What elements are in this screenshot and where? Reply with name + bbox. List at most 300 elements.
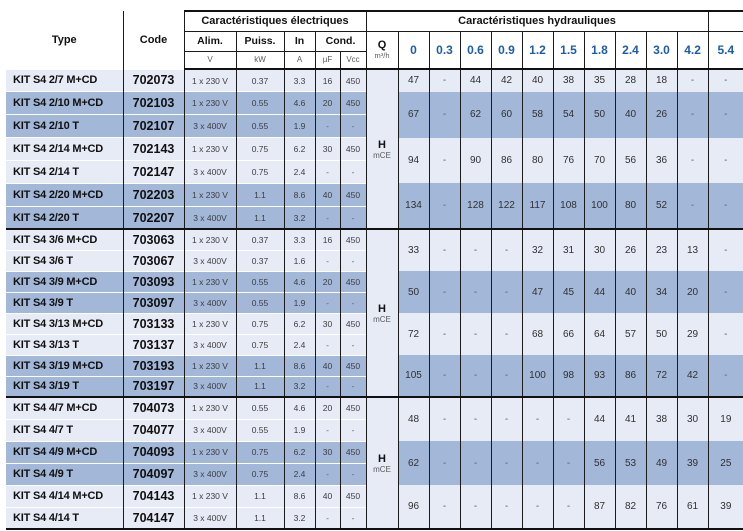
hydraulic-value-cell: 117 — [522, 183, 553, 229]
hydraulic-value-cell: 98 — [553, 355, 584, 397]
hydraulic-value-cell: 26 — [615, 229, 646, 271]
hydraulic-value-cell: 40 — [615, 271, 646, 313]
code-cell: 704147 — [123, 507, 184, 529]
puiss-cell: 0.75 — [236, 313, 284, 334]
hydraulic-value-cell: - — [677, 138, 708, 184]
h-label: H — [378, 452, 386, 465]
code-cell: 703067 — [123, 250, 184, 271]
alim-cell: 3 x 400V — [184, 161, 236, 184]
hydraulic-value-cell: 90 — [460, 138, 491, 184]
hydraulic-value-cell: - — [429, 485, 460, 529]
code-cell: 703063 — [123, 229, 184, 250]
vcc-cell: - — [340, 507, 366, 529]
hydraulic-value-cell: 96 — [398, 485, 429, 529]
h-unit: mCE — [373, 314, 391, 324]
type-cell: KIT S4 3/6 T — [6, 250, 123, 271]
in-cell: 1.9 — [284, 292, 315, 313]
alim-cell: 1 x 230 V — [184, 229, 236, 250]
puiss-cell: 0.55 — [236, 419, 284, 441]
uf-cell: 40 — [315, 355, 340, 376]
in-cell: 6.2 — [284, 313, 315, 334]
hydraulic-value-cell: 40 — [615, 92, 646, 138]
in-cell: 2.4 — [284, 161, 315, 184]
hydraulic-value-cell: 68 — [522, 313, 553, 355]
cond-uf-unit: µF — [315, 51, 340, 69]
header-band-row — [6, 11, 743, 31]
in-cell: 3.2 — [284, 206, 315, 229]
alim-cell: 1 x 230 V — [184, 271, 236, 292]
alim-cell: 3 x 400V — [184, 292, 236, 313]
flow-header-0.9: 0.9 — [491, 31, 522, 69]
in-cell: 8.6 — [284, 485, 315, 507]
uf-cell: 20 — [315, 397, 340, 419]
vcc-cell: - — [340, 250, 366, 271]
type-cell: KIT S4 3/13 M+CD — [6, 313, 123, 334]
hydraulic-value-cell: - — [460, 355, 491, 397]
hydraulic-value-cell: 39 — [677, 441, 708, 485]
uf-cell: - — [315, 463, 340, 485]
hydraulic-value-cell: 38 — [646, 397, 677, 441]
hydraulic-value-cell: 47 — [398, 69, 429, 92]
type-column-header: Type — [6, 11, 123, 69]
hydraulic-value-cell: 58 — [522, 92, 553, 138]
type-cell: KIT S4 4/7 M+CD — [6, 397, 123, 419]
hydraulic-value-cell: 50 — [398, 271, 429, 313]
hydraulic-value-cell: - — [708, 271, 743, 313]
in-cell: 6.2 — [284, 138, 315, 161]
hydraulic-value-cell: 66 — [553, 313, 584, 355]
hydraulic-value-cell: - — [429, 397, 460, 441]
vcc-cell: 450 — [340, 355, 366, 376]
in-cell: 1.6 — [284, 250, 315, 271]
hydraulic-value-cell: - — [460, 271, 491, 313]
vcc-cell: - — [340, 376, 366, 397]
hydraulic-value-cell: 61 — [677, 485, 708, 529]
hydraulic-value-cell: 87 — [584, 485, 615, 529]
in-header: In — [284, 31, 315, 51]
vcc-cell: - — [340, 419, 366, 441]
puiss-header: Puiss. — [236, 31, 284, 51]
type-cell: KIT S4 4/7 T — [6, 419, 123, 441]
spec-table — [6, 10, 743, 530]
hydraulic-value-cell: 26 — [646, 92, 677, 138]
uf-cell: 30 — [315, 138, 340, 161]
header-empty-cell — [708, 11, 743, 31]
puiss-cell: 0.75 — [236, 138, 284, 161]
hydraulic-value-cell: - — [429, 69, 460, 92]
hydraulic-section-header: Caractéristiques hydrauliques — [366, 11, 708, 31]
type-cell: KIT S4 4/9 T — [6, 463, 123, 485]
hydraulic-value-cell: 29 — [677, 313, 708, 355]
hydraulic-value-cell: 100 — [584, 183, 615, 229]
vcc-cell: 450 — [340, 183, 366, 206]
hydraulic-value-cell: - — [553, 441, 584, 485]
vcc-cell: 450 — [340, 138, 366, 161]
h-unit: mCE — [373, 150, 391, 160]
hydraulic-value-cell: 70 — [584, 138, 615, 184]
code-cell: 702103 — [123, 92, 184, 115]
alim-cell: 1 x 230 V — [184, 138, 236, 161]
code-cell: 703093 — [123, 271, 184, 292]
alim-unit: V — [184, 51, 236, 69]
alim-cell: 3 x 400V — [184, 115, 236, 138]
hydraulic-value-cell: 31 — [553, 229, 584, 271]
vcc-cell: 450 — [340, 441, 366, 463]
puiss-cell: 1.1 — [236, 206, 284, 229]
hydraulic-value-cell: - — [460, 441, 491, 485]
uf-cell: - — [315, 292, 340, 313]
hydraulic-value-cell: - — [677, 183, 708, 229]
puiss-cell: 1.1 — [236, 485, 284, 507]
flow-header-0: 0 — [398, 31, 429, 69]
code-cell: 702143 — [123, 138, 184, 161]
vcc-cell: 450 — [340, 69, 366, 92]
code-cell: 702147 — [123, 161, 184, 184]
hydraulic-value-cell: 30 — [584, 229, 615, 271]
vcc-cell: 450 — [340, 92, 366, 115]
flow-header-1.2: 1.2 — [522, 31, 553, 69]
alim-cell: 1 x 230 V — [184, 441, 236, 463]
puiss-cell: 0.55 — [236, 397, 284, 419]
hydraulic-value-cell: - — [677, 69, 708, 92]
in-cell: 3.2 — [284, 507, 315, 529]
uf-cell: - — [315, 250, 340, 271]
puiss-cell: 0.55 — [236, 271, 284, 292]
hydraulic-value-cell: - — [708, 69, 743, 92]
hydraulic-value-cell: - — [491, 355, 522, 397]
puiss-cell: 1.1 — [236, 183, 284, 206]
type-cell: KIT S4 3/19 T — [6, 376, 123, 397]
code-cell: 702203 — [123, 183, 184, 206]
alim-cell: 3 x 400V — [184, 250, 236, 271]
alim-cell: 3 x 400V — [184, 419, 236, 441]
hydraulic-value-cell: - — [429, 355, 460, 397]
h-label: H — [378, 138, 386, 151]
type-cell: KIT S4 2/14 T — [6, 161, 123, 184]
hydraulic-value-cell: - — [553, 397, 584, 441]
alim-cell: 1 x 230 V — [184, 485, 236, 507]
hydraulic-value-cell: 93 — [584, 355, 615, 397]
code-cell: 702073 — [123, 69, 184, 92]
vcc-cell: - — [340, 292, 366, 313]
type-cell: KIT S4 4/14 M+CD — [6, 485, 123, 507]
hydraulic-value-cell: - — [708, 138, 743, 184]
in-cell: 8.6 — [284, 183, 315, 206]
hydraulic-value-cell: 20 — [677, 271, 708, 313]
uf-cell: 20 — [315, 271, 340, 292]
in-cell: 4.6 — [284, 92, 315, 115]
hydraulic-value-cell: 60 — [491, 92, 522, 138]
type-cell: KIT S4 3/9 T — [6, 292, 123, 313]
vcc-cell: 450 — [340, 397, 366, 419]
q-unit: m³/h — [374, 51, 390, 61]
uf-cell: - — [315, 206, 340, 229]
alim-cell: 3 x 400V — [184, 507, 236, 529]
hydraulic-value-cell: 25 — [708, 441, 743, 485]
puiss-cell: 0.75 — [236, 161, 284, 184]
puiss-unit: kW — [236, 51, 284, 69]
hydraulic-value-cell: 23 — [646, 229, 677, 271]
alim-cell: 3 x 400V — [184, 334, 236, 355]
flow-header-0.3: 0.3 — [429, 31, 460, 69]
hydraulic-value-cell: 40 — [522, 69, 553, 92]
code-cell: 704093 — [123, 441, 184, 463]
hydraulic-value-cell: - — [460, 397, 491, 441]
hydraulic-value-cell: 86 — [491, 138, 522, 184]
uf-cell: - — [315, 507, 340, 529]
hydraulic-value-cell: 82 — [615, 485, 646, 529]
hydraulic-value-cell: 72 — [398, 313, 429, 355]
alim-header: Alim. — [184, 31, 236, 51]
hydraulic-value-cell: - — [491, 271, 522, 313]
vcc-cell: - — [340, 463, 366, 485]
hydraulic-value-cell: - — [522, 397, 553, 441]
hydraulic-value-cell: - — [491, 313, 522, 355]
type-cell: KIT S4 3/9 M+CD — [6, 271, 123, 292]
hydraulic-value-cell: 44 — [584, 271, 615, 313]
table-row — [6, 69, 743, 92]
hydraulic-value-cell: 54 — [553, 92, 584, 138]
h-unit: mCE — [373, 464, 391, 474]
hydraulic-value-cell: 67 — [398, 92, 429, 138]
alim-cell: 1 x 230 V — [184, 92, 236, 115]
hydraulic-value-cell: 39 — [708, 485, 743, 529]
hydraulic-value-cell: - — [522, 485, 553, 529]
flow-header-0.6: 0.6 — [460, 31, 491, 69]
uf-cell: - — [315, 161, 340, 184]
table-row — [6, 229, 743, 250]
flow-header-1.5: 1.5 — [553, 31, 584, 69]
hydraulic-value-cell: - — [491, 229, 522, 271]
hydraulic-value-cell: 105 — [398, 355, 429, 397]
in-cell: 4.6 — [284, 397, 315, 419]
hydraulic-value-cell: - — [491, 441, 522, 485]
hydraulic-value-cell: 86 — [615, 355, 646, 397]
type-cell: KIT S4 2/10 M+CD — [6, 92, 123, 115]
code-cell: 704097 — [123, 463, 184, 485]
uf-cell: 40 — [315, 183, 340, 206]
in-cell: 3.3 — [284, 69, 315, 92]
uf-cell: 20 — [315, 92, 340, 115]
hydraulic-value-cell: - — [429, 271, 460, 313]
hydraulic-value-cell: - — [429, 138, 460, 184]
code-column-header: Code — [123, 11, 184, 69]
alim-cell: 1 x 230 V — [184, 69, 236, 92]
puiss-cell: 0.55 — [236, 92, 284, 115]
puiss-cell: 0.37 — [236, 229, 284, 250]
flow-rate-header — [366, 31, 398, 69]
in-cell: 4.6 — [284, 271, 315, 292]
hydraulic-value-cell: - — [429, 229, 460, 271]
vcc-cell: 450 — [340, 229, 366, 250]
type-cell: KIT S4 4/14 T — [6, 507, 123, 529]
hydraulic-value-cell: 128 — [460, 183, 491, 229]
code-cell: 704143 — [123, 485, 184, 507]
hydraulic-value-cell: 48 — [398, 397, 429, 441]
hydraulic-value-cell: 33 — [398, 229, 429, 271]
q-label: Q — [377, 39, 387, 52]
puiss-cell: 1.1 — [236, 355, 284, 376]
h-label-cell — [366, 69, 398, 229]
hydraulic-value-cell: 44 — [584, 397, 615, 441]
table-row — [6, 397, 743, 419]
hydraulic-value-cell: 30 — [677, 397, 708, 441]
alim-cell: 1 x 230 V — [184, 183, 236, 206]
alim-cell: 3 x 400V — [184, 463, 236, 485]
hydraulic-value-cell: 45 — [553, 271, 584, 313]
vcc-cell: 450 — [340, 271, 366, 292]
in-cell: 8.6 — [284, 355, 315, 376]
uf-cell: 40 — [315, 485, 340, 507]
code-cell: 704077 — [123, 419, 184, 441]
type-cell: KIT S4 2/20 T — [6, 206, 123, 229]
hydraulic-value-cell: 57 — [615, 313, 646, 355]
hydraulic-value-cell: - — [429, 313, 460, 355]
puiss-cell: 0.75 — [236, 334, 284, 355]
hydraulic-value-cell: 42 — [491, 69, 522, 92]
hydraulic-value-cell: - — [677, 92, 708, 138]
hydraulic-value-cell: 42 — [677, 355, 708, 397]
cond-vcc-unit: Vcc — [340, 51, 366, 69]
hydraulic-value-cell: - — [429, 441, 460, 485]
in-cell: 2.4 — [284, 334, 315, 355]
hydraulic-value-cell: - — [429, 183, 460, 229]
hydraulic-value-cell: 36 — [646, 138, 677, 184]
type-cell: KIT S4 3/13 T — [6, 334, 123, 355]
hydraulic-value-cell: 56 — [584, 441, 615, 485]
puiss-cell: 0.55 — [236, 292, 284, 313]
hydraulic-value-cell: 41 — [615, 397, 646, 441]
flow-header-4.2: 4.2 — [677, 31, 708, 69]
hydraulic-value-cell: 50 — [646, 313, 677, 355]
uf-cell: 30 — [315, 441, 340, 463]
hydraulic-value-cell: 35 — [584, 69, 615, 92]
puiss-cell: 0.37 — [236, 69, 284, 92]
hydraulic-value-cell: - — [491, 485, 522, 529]
type-cell: KIT S4 4/9 M+CD — [6, 441, 123, 463]
hydraulic-value-cell: 94 — [398, 138, 429, 184]
type-cell: KIT S4 2/10 T — [6, 115, 123, 138]
flow-header-3.0: 3.0 — [646, 31, 677, 69]
uf-cell: - — [315, 115, 340, 138]
hydraulic-value-cell: 34 — [646, 271, 677, 313]
vcc-cell: - — [340, 161, 366, 184]
hydraulic-value-cell: 64 — [584, 313, 615, 355]
hydraulic-value-cell: 19 — [708, 397, 743, 441]
hydraulic-value-cell: - — [708, 229, 743, 271]
hydraulic-value-cell: - — [491, 397, 522, 441]
hydraulic-value-cell: 62 — [460, 92, 491, 138]
in-cell: 2.4 — [284, 463, 315, 485]
type-cell: KIT S4 3/19 M+CD — [6, 355, 123, 376]
alim-cell: 3 x 400V — [184, 376, 236, 397]
alim-cell: 1 x 230 V — [184, 397, 236, 419]
h-label: H — [378, 302, 386, 315]
hydraulic-value-cell: 28 — [615, 69, 646, 92]
flow-header-5.4: 5.4 — [708, 31, 743, 69]
uf-cell: - — [315, 334, 340, 355]
hydraulic-value-cell: 80 — [615, 183, 646, 229]
hydraulic-value-cell: - — [522, 441, 553, 485]
uf-cell: - — [315, 376, 340, 397]
vcc-cell: 450 — [340, 485, 366, 507]
hydraulic-value-cell: 122 — [491, 183, 522, 229]
uf-cell: 16 — [315, 229, 340, 250]
hydraulic-value-cell: 13 — [677, 229, 708, 271]
hydraulic-value-cell: - — [708, 183, 743, 229]
alim-cell: 3 x 400V — [184, 206, 236, 229]
puiss-cell: 0.55 — [236, 115, 284, 138]
hydraulic-value-cell: - — [708, 313, 743, 355]
hydraulic-value-cell: 50 — [584, 92, 615, 138]
vcc-cell: - — [340, 206, 366, 229]
type-cell: KIT S4 2/14 M+CD — [6, 138, 123, 161]
puiss-cell: 1.1 — [236, 376, 284, 397]
in-cell: 3.2 — [284, 376, 315, 397]
in-cell: 1.9 — [284, 115, 315, 138]
h-label-cell — [366, 397, 398, 529]
h-label-cell — [366, 229, 398, 397]
hydraulic-value-cell: 18 — [646, 69, 677, 92]
type-cell: KIT S4 2/20 M+CD — [6, 183, 123, 206]
alim-cell: 1 x 230 V — [184, 313, 236, 334]
code-cell: 704073 — [123, 397, 184, 419]
code-cell: 703133 — [123, 313, 184, 334]
hydraulic-value-cell: 44 — [460, 69, 491, 92]
cond-header: Cond. — [315, 31, 366, 51]
uf-cell: 16 — [315, 69, 340, 92]
code-cell: 703137 — [123, 334, 184, 355]
code-cell: 703097 — [123, 292, 184, 313]
alim-cell: 1 x 230 V — [184, 355, 236, 376]
type-cell: KIT S4 3/6 M+CD — [6, 229, 123, 250]
hydraulic-value-cell: 76 — [553, 138, 584, 184]
hydraulic-value-cell: 108 — [553, 183, 584, 229]
in-cell: 3.3 — [284, 229, 315, 250]
hydraulic-value-cell: 134 — [398, 183, 429, 229]
hydraulic-value-cell: - — [429, 92, 460, 138]
type-cell: KIT S4 2/7 M+CD — [6, 69, 123, 92]
electrical-section-header: Caractéristiques électriques — [184, 11, 366, 31]
hydraulic-value-cell: 52 — [646, 183, 677, 229]
hydraulic-value-cell: - — [708, 355, 743, 397]
uf-cell: - — [315, 419, 340, 441]
code-cell: 703193 — [123, 355, 184, 376]
puiss-cell: 0.37 — [236, 250, 284, 271]
uf-cell: 30 — [315, 313, 340, 334]
puiss-cell: 0.75 — [236, 463, 284, 485]
code-cell: 703197 — [123, 376, 184, 397]
flow-header-1.8: 1.8 — [584, 31, 615, 69]
code-cell: 702207 — [123, 206, 184, 229]
vcc-cell: 450 — [340, 313, 366, 334]
hydraulic-value-cell: - — [460, 485, 491, 529]
table-body — [6, 69, 743, 529]
code-cell: 702107 — [123, 115, 184, 138]
hydraulic-value-cell: 47 — [522, 271, 553, 313]
hydraulic-value-cell: 38 — [553, 69, 584, 92]
hydraulic-value-cell: 62 — [398, 441, 429, 485]
vcc-cell: - — [340, 115, 366, 138]
puiss-cell: 1.1 — [236, 507, 284, 529]
hydraulic-value-cell: - — [553, 485, 584, 529]
hydraulic-value-cell: - — [708, 92, 743, 138]
flow-header-2.4: 2.4 — [615, 31, 646, 69]
hydraulic-value-cell: 56 — [615, 138, 646, 184]
in-cell: 1.9 — [284, 419, 315, 441]
hydraulic-value-cell: - — [460, 229, 491, 271]
hydraulic-value-cell: 76 — [646, 485, 677, 529]
